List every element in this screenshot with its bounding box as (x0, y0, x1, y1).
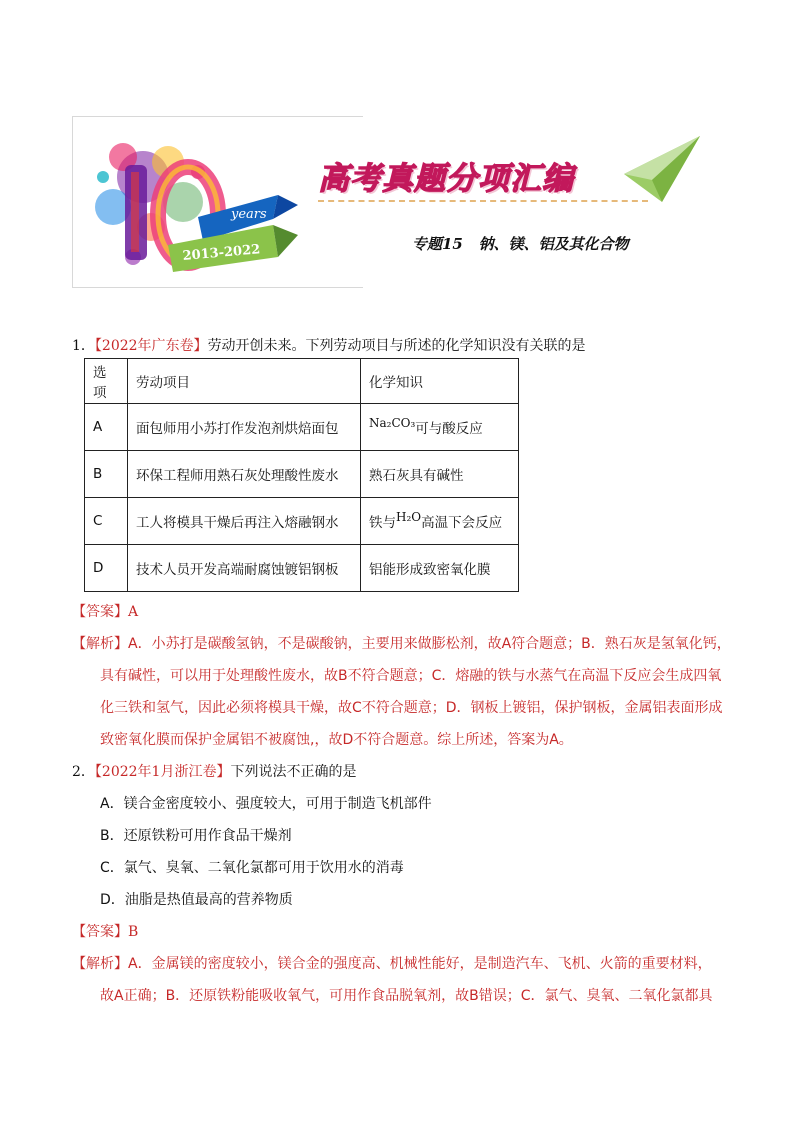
row-knowledge-text: 可与酸反应 (415, 421, 483, 437)
logo-range-text: 2013-2022 (182, 242, 261, 264)
q2-answer: B (128, 924, 139, 940)
q1-analysis-line (72, 634, 731, 654)
q2-option-b: B．还原铁粉可用作食品干燥剂 (100, 828, 292, 844)
row-knowledge-prefix: 铁与 (369, 515, 396, 531)
logo-years-text: years (231, 207, 267, 222)
q1-analysis-label: 【解析】 (72, 636, 128, 652)
q2-option-d: D．油脂是热值最高的营养物质 (100, 892, 293, 908)
topic-title: 专题15 钠、镁、铝及其化合物 (412, 235, 629, 253)
q2-source: 【2022年1月浙江卷】 (94, 764, 231, 780)
row-option: A (85, 404, 128, 451)
years-logo (73, 117, 363, 287)
q2-answer-line (72, 922, 138, 942)
formula-h2o: H₂O (396, 510, 422, 524)
table-row (85, 545, 519, 592)
q2-analysis-label: 【解析】 (72, 956, 128, 972)
q1-source: 【2022年广东卷】 (94, 338, 208, 354)
q1-table (84, 358, 519, 592)
row-option: D (85, 545, 128, 592)
table-row (85, 498, 519, 545)
row-project: 环保工程师用熟石灰处理酸性废水 (128, 451, 361, 498)
row-project: 技术人员开发高端耐腐蚀镀铝钢板 (128, 545, 361, 592)
decorative-dashed-line (318, 200, 648, 202)
q2-answer-label: 【答案】 (72, 924, 128, 940)
row-project: 面包师用小苏打作发泡剂烘焙面包 (128, 404, 361, 451)
q1-number: 1． (72, 338, 95, 354)
formula-na2co3: Na₂CO₃ (369, 416, 416, 430)
row-knowledge (361, 498, 519, 545)
q1-analysis-line: 具有碱性，可以用于处理酸性废水，故B不符合题意；C．熔融的铁与水蒸气在高温下反应会生成四氧 (100, 668, 722, 684)
q1-stem: 劳动开创未来。下列劳动项目与所述的化学知识没有关联的是 (207, 338, 586, 354)
table-row (85, 404, 519, 451)
q2-number: 2． (72, 764, 95, 780)
table-header-knowledge: 化学知识 (361, 359, 519, 404)
q2-option-c: C．氯气、臭氧、二氧化氯都可用于饮用水的消毒 (100, 860, 404, 876)
paper-plane-icon (622, 132, 704, 204)
row-knowledge: 铝能形成致密氧化膜 (361, 545, 519, 592)
q2-option-a: A．镁合金密度较小、强度较大，可用于制造飞机部件 (100, 796, 432, 812)
row-option: B (85, 451, 128, 498)
row-knowledge: 熟石灰具有碱性 (361, 451, 519, 498)
q1-analysis-text: A．小苏打是碳酸氢钠，不是碳酸钠，主要用来做膨松剂，故A符合题意；B．熟石灰是氢氧化钙， (128, 636, 731, 652)
table-header-project: 劳动项目 (128, 359, 361, 404)
q1-stem-line (72, 336, 586, 356)
q1-answer-label: 【答案】 (72, 604, 128, 620)
q2-stem: 下列说法不正确的是 (230, 764, 357, 780)
q2-stem-line (72, 762, 356, 782)
q2-analysis-line: 故A正确；B．还原铁粉能吸收氧气，可用作食品脱氧剂，故B错误；C．氯气、臭氧、二氧化氯都具 (100, 988, 713, 1004)
row-knowledge (361, 404, 519, 451)
series-title: 高考真题分项汇编 (318, 161, 574, 197)
header-banner (72, 116, 363, 288)
row-project: 工人将模具干燥后再注入熔融钢水 (128, 498, 361, 545)
row-option: C (85, 498, 128, 545)
q2-analysis-line (72, 954, 712, 974)
q1-answer-line (72, 602, 138, 622)
q1-analysis-line: 致密氧化膜而保护金属铝不被腐蚀,，故D不符合题意。综上所述，答案为A。 (100, 732, 573, 748)
q2-analysis-text: A．金属镁的密度较小，镁合金的强度高、机械性能好，是制造汽车、飞机、火箭的重要材料， (128, 956, 712, 972)
q1-answer: A (128, 604, 139, 620)
table-row (85, 451, 519, 498)
table-header-option: 选项 (85, 359, 128, 404)
q1-analysis-line: 化三铁和氢气，因此必须将模具干燥，故C不符合题意；D．钢板上镀铝，保护钢板，金属铝表面形成 (100, 700, 723, 716)
table-header-row (85, 359, 519, 404)
row-knowledge-text: 高温下会反应 (421, 515, 503, 531)
